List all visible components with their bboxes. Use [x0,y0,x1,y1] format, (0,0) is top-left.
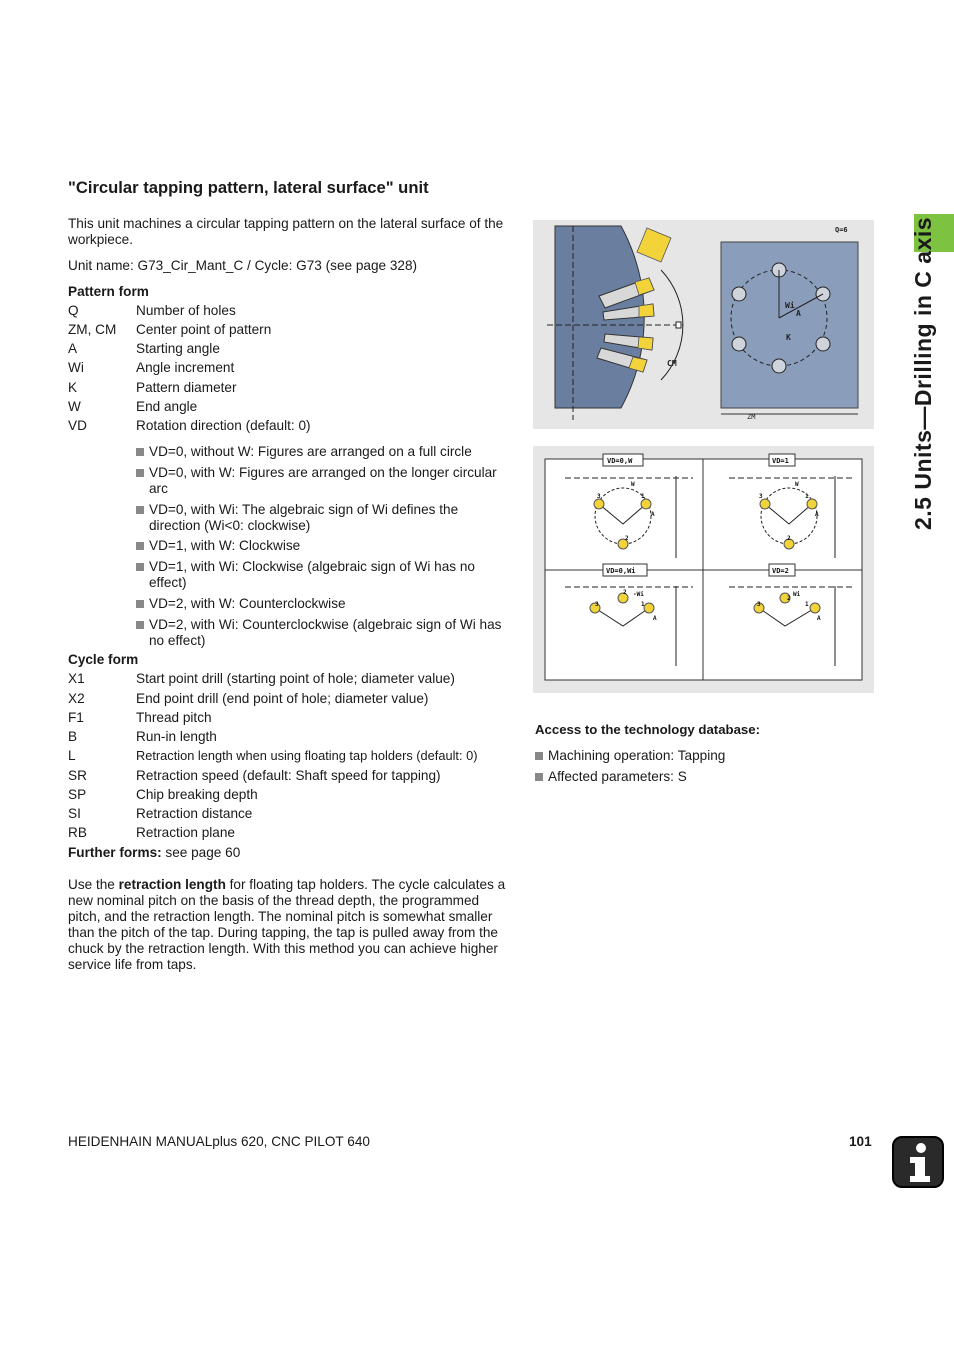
bullet-square-icon [535,752,543,760]
svg-text:A: A [796,309,801,318]
list-item: Machining operation: Tapping [535,748,875,764]
cycle-form-heading: Cycle form [68,652,139,667]
param-desc: Number of holes [136,303,236,318]
param-key: VD [68,418,87,433]
page-number: 101 [849,1134,872,1149]
param-key: Q [68,303,79,318]
svg-text:Wi: Wi [793,591,801,598]
param-key: SI [68,806,81,821]
param-key: SR [68,768,87,783]
footer-product: HEIDENHAIN MANUALplus 620, CNC PILOT 640 [68,1134,370,1149]
param-desc: Thread pitch [136,710,212,725]
param-desc: End angle [136,399,198,414]
param-key: K [68,380,78,395]
svg-text:1: 1 [805,493,809,500]
param-key: F1 [68,710,84,725]
param-desc: Angle increment [136,360,235,375]
bullet-square-icon [136,600,144,608]
bullet-square-icon [136,448,144,456]
svg-text:W: W [631,481,635,488]
param-key: W [68,399,81,414]
svg-text:A: A [817,615,821,622]
retraction-paragraph: Use the retraction length for floating tap holders. The cycle calculates a new nominal pitch on the basis of the thread depth, the programmed pitch, and the retraction length. The nominal pitch is somewhat smaller than the pitch of the tap. During tapping, the tap is pulled away from the chuck by the retraction length. With this method you can achieve higher service life from taps. [68,877,506,972]
list-item: VD=2, with Wi: Counterclockwise (algebraic sign of Wi has no effect) [136,617,508,649]
param-key: X1 [68,671,85,686]
param-desc: Retraction length when using floating tap holders (default: 0) [136,748,478,763]
access-heading: Access to the technology database: [535,722,760,737]
param-desc: Pattern diameter [136,380,237,395]
svg-text:1: 1 [641,601,645,608]
list-item: VD=0, without W: Figures are arranged on a full circle [136,444,508,460]
unit-name: Unit name: G73_Cir_Mant_C / Cycle: G73 (see page 328) [68,258,418,273]
list-item: VD=2, with W: Counterclockwise [136,596,508,612]
svg-text:2: 2 [787,595,791,602]
svg-text:3: 3 [595,601,599,608]
param-key: A [68,341,78,356]
list-item: VD=1, with W: Clockwise [136,538,508,554]
bullet-square-icon [535,773,543,781]
list-item: VD=0, with W: Figures are arranged on the longer circular arc [136,465,508,497]
param-key: L [68,748,76,763]
svg-text:A: A [651,511,655,518]
svg-text:K: K [786,333,791,342]
svg-text:A: A [815,511,819,518]
bullet-square-icon [136,469,144,477]
param-key: SP [68,787,87,802]
svg-text:VD=1: VD=1 [772,457,789,465]
param-desc: Retraction plane [136,825,235,840]
chapter-tab-label: 2.5 Units—Drilling in C axis [910,216,936,530]
rotation-direction-figure [533,446,874,693]
pattern-form-heading: Pattern form [68,284,149,299]
pattern-figure [533,220,874,429]
chapter-side-tab [893,150,954,530]
param-key: RB [68,825,87,840]
bullet-square-icon [136,621,144,629]
param-desc: Retraction distance [136,806,253,821]
bullet-square-icon [136,506,144,514]
param-desc: Retraction speed (default: Shaft speed for tapping) [136,768,441,783]
param-key: B [68,729,78,744]
svg-text:A: A [653,615,657,622]
svg-text:2: 2 [623,589,627,596]
svg-text:1: 1 [641,493,645,500]
param-key: ZM, CM [68,322,117,337]
info-icon [892,1136,944,1188]
list-item: VD=1, with Wi: Clockwise (algebraic sign of Wi has no effect) [136,559,508,591]
param-key: X2 [68,691,85,706]
svg-text:3: 3 [759,493,763,500]
section-heading: "Circular tapping pattern, lateral surface" unit [68,178,429,197]
param-key: Wi [68,360,84,375]
intro-paragraph: This unit machines a circular tapping pattern on the lateral surface of the workpiece. [68,216,504,247]
cm-label: CM [667,359,677,368]
param-desc: Start point drill (starting point of hole; diameter value) [136,671,455,686]
param-desc: End point drill (end point of hole; diameter value) [136,691,429,706]
list-item: VD=0, with Wi: The algebraic sign of Wi defines the direction (Wi<0: clockwise) [136,502,508,534]
svg-text:1: 1 [805,601,809,608]
svg-text:VD=0,W: VD=0,W [607,457,633,465]
svg-text:-Wi: -Wi [633,591,644,598]
svg-text:Wi: Wi [785,301,795,310]
svg-text:VD=0,Wi: VD=0,Wi [606,567,636,575]
param-desc: Rotation direction (default: 0) [136,418,311,433]
q-label: Q=6 [835,226,848,234]
svg-text:3: 3 [597,493,601,500]
bullet-square-icon [136,542,144,550]
svg-text:2: 2 [787,535,791,542]
param-desc: Starting angle [136,341,220,356]
param-desc: Chip breaking depth [136,787,258,802]
svg-text:VD=2: VD=2 [772,567,789,575]
list-item: Affected parameters: S [535,769,875,785]
further-forms: Further forms: see page 60 [68,845,241,860]
svg-text:3: 3 [757,601,761,608]
svg-text:2: 2 [625,535,629,542]
zm-label: ZM [747,413,756,421]
svg-text:W: W [795,481,799,488]
param-desc: Center point of pattern [136,322,272,337]
bullet-square-icon [136,563,144,571]
param-desc: Run-in length [136,729,217,744]
